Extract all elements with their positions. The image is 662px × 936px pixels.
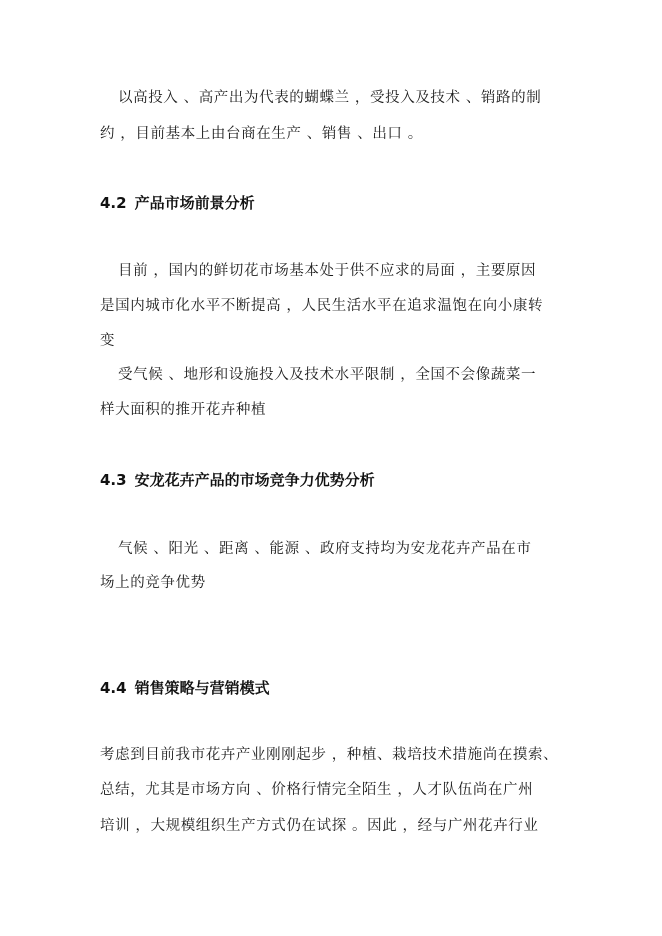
section-title: 产品市场前景分析	[134, 194, 255, 212]
paragraph-line: 受气候 、地形和设施投入及技术水平限制 ，全国不会像蔬菜一	[118, 367, 537, 383]
section-heading-4-2	[100, 193, 255, 213]
section-title: 安龙花卉产品的市场竞争力优势分析	[134, 471, 375, 489]
paragraph-line: 样大面积的推开花卉种植	[100, 402, 267, 418]
section-heading-4-3	[100, 470, 375, 490]
paragraph-line: 目前 ，国内的鲜切花市场基本处于供不应求的局面 ，主要原因	[118, 263, 537, 279]
section-number: 4.2	[100, 194, 127, 212]
section-title: 销售策略与营销模式	[134, 679, 270, 697]
section-number: 4.4	[100, 679, 127, 697]
paragraph-line: 约 ，目前基本上由台商在生产 、销售 、出口 。	[100, 126, 423, 142]
paragraph-line: 以高投入 、高产出为代表的蝴蝶兰 ，受投入及技术 、销路的制	[118, 90, 542, 106]
paragraph-line: 气候 、阳光 、距离 、能源 、政府支持均为安龙花卉产品在市	[118, 541, 532, 557]
paragraph-line: 培训 ，大规模组织生产方式仍在试探 。因此 ，经与广州花卉行业	[100, 818, 539, 834]
paragraph-line: 是国内城市化水平不断提高 ，人民生活水平在追求温饱在向小康转	[100, 298, 544, 314]
section-heading-4-4	[100, 678, 270, 698]
paragraph-line: 场上的竞争优势	[100, 575, 206, 591]
paragraph-line: 变	[100, 333, 116, 349]
section-number: 4.3	[100, 471, 127, 489]
paragraph-line: 总结，尤其是市场方向 、价格行情完全陌生 ，人才队伍尚在广州	[100, 782, 534, 798]
paragraph-line: 考虑到目前我市花卉产业刚刚起步 ，种植、栽培技术措施尚在摸索、	[100, 747, 559, 763]
